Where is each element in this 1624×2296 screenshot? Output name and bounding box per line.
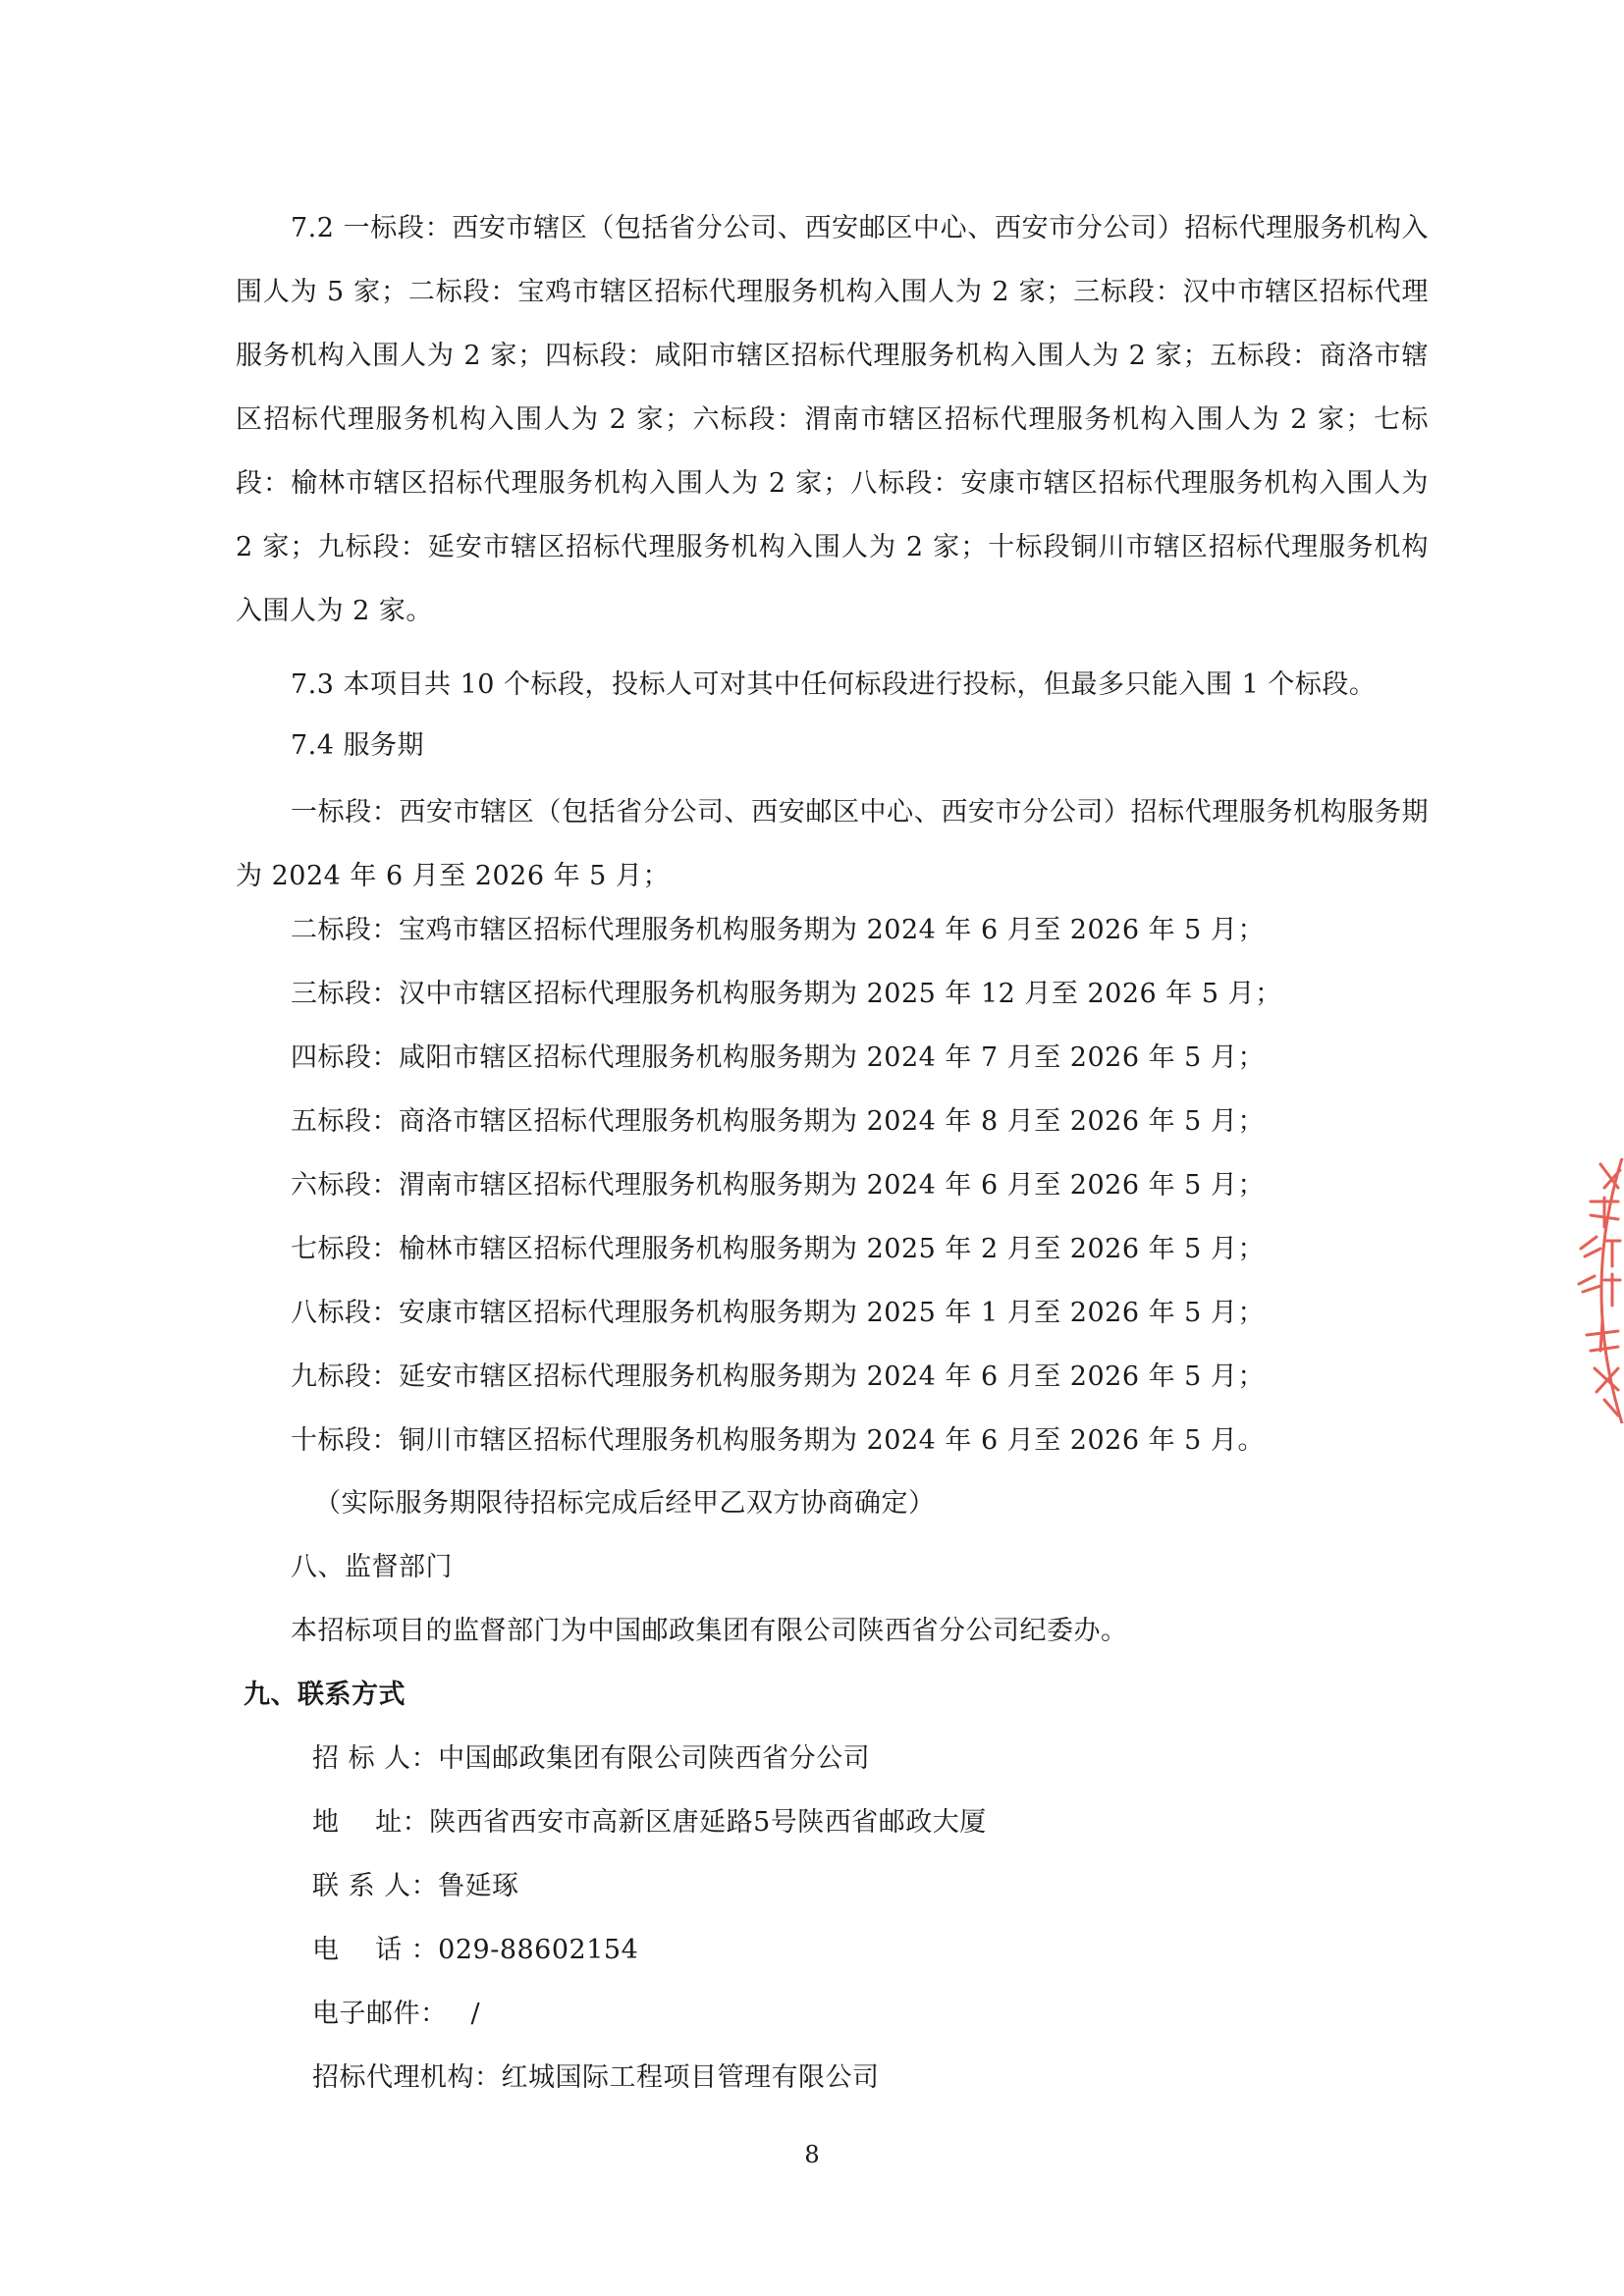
section-8-text: 本招标项目的监督部门为中国邮政集团有限公司陕西省分公司纪委办。 <box>291 1616 1128 1646</box>
paragraph-lot-1: 一标段：西安市辖区（包括省分公司、西安邮区中心、西安市分公司）招标代理服务机构服务期为 2024 年 6 月至 2026 年 5 月； <box>236 797 1429 891</box>
lot-line-4: 四标段：咸阳市辖区招标代理服务机构服务期为 2024 年 7 月至 2026 年 5 月； <box>291 1042 1265 1073</box>
phone-label: 电 话 ： <box>312 1935 439 1965</box>
contact-value: 鲁延琢 <box>438 1871 519 1901</box>
contact-label: 联 系 人： <box>312 1871 439 1901</box>
email-value: / <box>470 1999 481 2029</box>
phone-value: 029-88602154 <box>438 1935 639 1965</box>
contact-tenderer-row <box>312 1739 870 1779</box>
section-9-title: 九、联系方式 <box>244 1680 406 1710</box>
page-number: 8 <box>804 2141 820 2168</box>
contact-phone-row <box>312 1931 638 1970</box>
lot-line-7: 七标段：榆林市辖区招标代理服务机构服务期为 2025 年 2 月至 2026 年 5 月； <box>291 1234 1265 1264</box>
section-8-title: 八、监督部门 <box>291 1552 453 1582</box>
heading-7-4: 7.4 服务期 <box>291 730 425 761</box>
email-label: 电子邮件： <box>312 1999 448 2029</box>
agency-value: 红城国际工程项目管理有限公司 <box>501 2062 880 2093</box>
tenderer-label: 招 标 人： <box>312 1743 439 1774</box>
contact-agency-row <box>312 2058 880 2098</box>
contact-address-row <box>312 1803 987 1842</box>
lot-line-9: 九标段：延安市辖区招标代理服务机构服务期为 2024 年 6 月至 2026 年 5 月； <box>291 1362 1265 1392</box>
lot-line-8: 八标段：安康市辖区招标代理服务机构服务期为 2025 年 1 月至 2026 年 5 月； <box>291 1298 1265 1328</box>
contact-email-row <box>312 1995 480 2034</box>
seal-stamp-partial <box>1561 1158 1624 1423</box>
lot-line-10: 十标段：铜川市辖区招标代理服务机构服务期为 2024 年 6 月至 2026 年 5 月。 <box>291 1425 1265 1456</box>
address-value: 陕西省西安市高新区唐延路5号陕西省邮政大厦 <box>429 1807 987 1838</box>
paragraph-7-2: 7.2 一标段：西安市辖区（包括省分公司、西安邮区中心、西安市分公司）招标代理服务机构入围人为 5 家；二标段：宝鸡市辖区招标代理服务机构入围人为 2 家；三标段：汉中市辖区招标代理服务机构入围人为 2 家；四标段：咸阳市辖区招标代理服务机构入围人为 2 家；五标段：商洛市辖区招标代理服务机构入围人为 2 家；六标段：渭南市辖区招标代理服务机构入围人为 2 家；七标段：榆林市辖区招标代理服务机构入围人为 2 家；八标段：安康市辖区招标代理服务机构入围人为 2 家；九标段：延安市辖区招标代理服务机构入围人为 2 家；十标段铜川市辖区招标代理服务机构入围人为 2 家。 <box>236 213 1429 626</box>
paragraph-7-3: 7.3 本项目共 10 个标段，投标人可对其中任何标段进行投标，但最多只能入围 1 个标段。 <box>291 669 1377 700</box>
lot-line-3: 三标段：汉中市辖区招标代理服务机构服务期为 2025 年 12 月至 2026 年 5 月； <box>291 979 1282 1009</box>
address-label: 地 址： <box>312 1807 430 1838</box>
agency-label: 招标代理机构： <box>312 2062 502 2093</box>
tenderer-value: 中国邮政集团有限公司陕西省分公司 <box>438 1743 871 1774</box>
service-period-note: （实际服务期限待招标完成后经甲乙双方协商确定） <box>314 1488 936 1519</box>
contact-person-row <box>312 1867 519 1906</box>
lot-line-2: 二标段：宝鸡市辖区招标代理服务机构服务期为 2024 年 6 月至 2026 年 5 月； <box>291 915 1265 945</box>
lot-line-5: 五标段：商洛市辖区招标代理服务机构服务期为 2024 年 8 月至 2026 年 5 月； <box>291 1106 1265 1137</box>
lot-line-6: 六标段：渭南市辖区招标代理服务机构服务期为 2024 年 6 月至 2026 年 5 月； <box>291 1170 1265 1201</box>
